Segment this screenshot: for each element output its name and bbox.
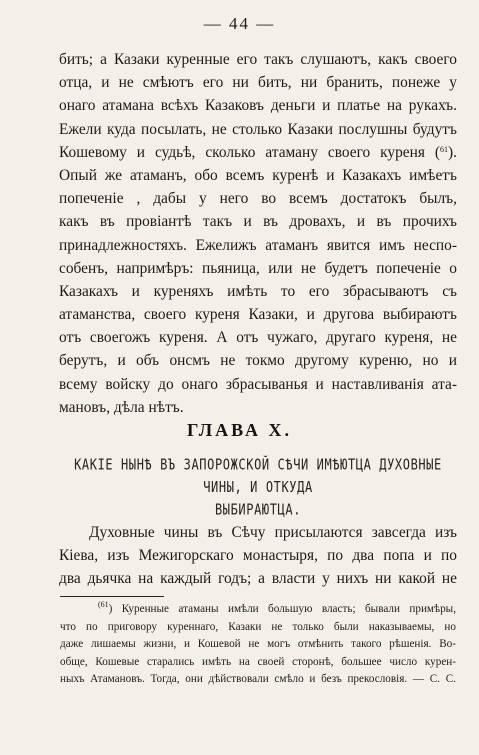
chapter-subtitle-line: ВЫБИРАЮТЦА. (214, 500, 302, 518)
text-line: какъ въ провіантѣ такъ и въ дровахъ, и въ прочихъ (59, 213, 457, 231)
text-line: Опый же атаманъ, обо всемъ куренѣ и Казакахъ имѣетъ (59, 166, 457, 184)
chapter-subtitle-line: КАКІЕ НЫНѢ ВЪ ЗАПОРОЖСКОЙ СѢЧИ ИМѢЮТЦА ДУХОВНЫЕ ЧИНЫ, И ОТКУДА (74, 455, 442, 496)
footnote-number: 61 (100, 600, 109, 609)
text-line: бить; а Казаки куренные его такъ слушаютъ, какъ своего (59, 51, 457, 68)
text-segment: ). (448, 143, 457, 161)
text-line: онаго атамана всѣхъ Казаковъ деньги и платье на рукахъ. (59, 97, 457, 115)
text-line: попеченіе , дабы у него во всемъ достатокъ былъ, (59, 190, 457, 208)
footnote-reference[interactable]: 61 (440, 144, 449, 154)
footnote (60, 601, 456, 689)
text-line-with-footnote-ref (59, 141, 457, 164)
text-line: атаманства, своего куреня Казаки, и другова выбираютъ (59, 306, 457, 324)
footnote-marker: (61 (98, 600, 109, 609)
text-line: Кіева, изъ Межигорскаго монастыря, по два попа и по (59, 547, 457, 565)
paragraph-1 (59, 48, 457, 419)
footnote-divider (60, 596, 164, 597)
footnote-line (60, 601, 456, 619)
footnote-line: даже лишаемы жизни, и Кошевой не могъ отмѣнить такого рѣшенія. Во- (60, 638, 456, 651)
text-line: отъ своегожъ куреня. А отъ чужаго, другаго куреня, не (59, 329, 457, 347)
text-line: собенъ, напримѣръ: пьяница, или не будетъ попеченіе о (59, 259, 457, 277)
chapter-subtitle (60, 453, 456, 521)
text-line: Духовные чины въ Сѣчу присылаются завсегда изъ (89, 524, 457, 541)
text-line: Ежели куда посылать, не столько Казаки послушны будутъ (59, 120, 457, 138)
text-line: принадлежностяхъ. Ежелижъ атаманъ явится имъ неспо- (59, 236, 457, 254)
text-line: Казакахъ и куреняхъ имѣть то его збрасываютъ съ (59, 282, 457, 300)
paragraph-2 (59, 521, 457, 591)
footnote-line: что по приговору куреннаго, Казаки не только были наказываемы, но (60, 620, 456, 633)
text-segment: Кошевому и судьѣ, сколько атаману своего куреня ( (59, 143, 441, 161)
text-line: два дьячка на каждый годъ; а власти у нихъ ни какой не (59, 570, 457, 588)
chapter-title: ГЛАВА Х. (186, 420, 293, 440)
text-line: всему войску до онаго збрасыванья и наставливанія ата- (59, 375, 457, 393)
text-line: отца, и не смѣютъ его ни бить, ни бранить, понеже у (59, 74, 457, 92)
page-number: — 44 — (203, 14, 276, 33)
footnote-line: обще, Кошевые старались имѣть на своей сторонѣ, большее число курен- (60, 655, 456, 668)
footnote-line: ныхъ Атамановъ. Тогда, они дѣйствовали смѣло и безъ прекословія. — С. С. (60, 673, 456, 686)
text-line: мановъ, дѣла нѣтъ. (59, 398, 184, 416)
footnote-text: ) Куренные атаманы имѣли большую власть; бывали примѣры, (108, 603, 456, 615)
text-line: берутъ, и объ онсмъ не токмо другому куреню, но и (59, 352, 457, 370)
